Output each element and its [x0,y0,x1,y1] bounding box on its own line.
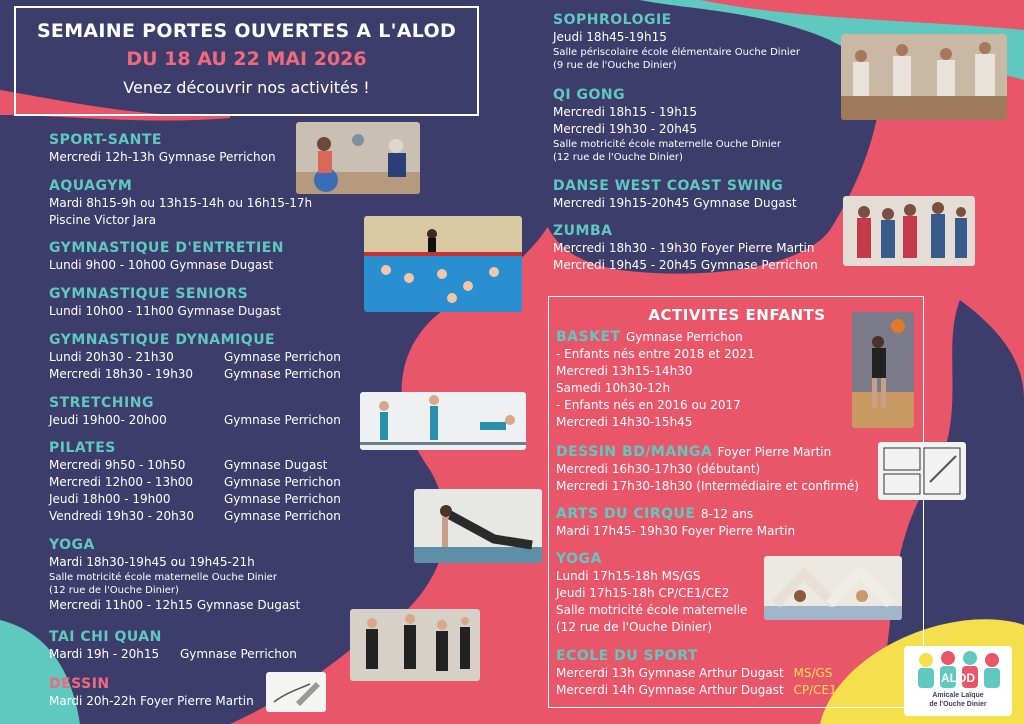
schedule-row [556,665,864,682]
schedule-row [49,366,341,383]
schedule-place: Gymnase Perrichon [224,509,341,523]
activity-place: Foyer Pierre Martin [717,445,832,459]
kids-yoga-photo [764,556,902,620]
schedule-level: MS/GS [793,666,833,680]
activity-location: Salle motricité école maternelle Ouche Dinier [553,139,781,150]
activity-address: (9 rue de l'Ouche Dinier) [553,60,677,71]
activity-line: Mercredi 16h30-17h30 (débutant) [556,462,761,476]
activity-name: ARTS DU CIRQUE [556,506,696,522]
schedule-time: Mercredi 18h30 - 19h30 [49,367,194,381]
activity-line: Mercredi 14h30-15h45 [556,415,693,429]
danse-photo [843,196,975,266]
activity-aquagym [49,177,312,229]
activity-zumba [553,222,818,274]
activity-schedule: Mardi 8h15-9h ou 13h15-14h ou 16h15-17h [49,196,313,210]
activity-name: GYMNASTIQUE DYNAMIQUE [49,332,276,348]
schedule-time: Mardi 19h - 20h15 [49,647,160,661]
activity-line: - Enfants nés en 2016 ou 2017 [556,398,741,412]
activity-gym-dynamique [49,331,341,383]
kids-yoga [556,550,747,636]
activity-schedule: Lundi 9h00 - 10h00 Gymnase Dugast [49,258,274,272]
activity-line: (12 rue de l'Ouche Dinier) [556,620,712,634]
activity-name: ZUMBA [553,223,613,239]
schedule-time: Jeudi 18h00 - 19h00 [49,492,171,506]
sport-sante-photo [296,122,420,194]
schedule-place: Gymnase Perrichon [224,475,341,489]
schedule-place: Gymnase Perrichon [224,350,341,364]
activity-line: Mardi 17h45- 19h30 Foyer Pierre Martin [556,524,796,538]
tai-chi-photo [350,609,480,681]
schedule-time: Jeudi 19h00- 20h00 [49,413,167,427]
schedule-place: Gymnase Perrichon [224,492,341,506]
sophrologie-photo [841,34,1007,120]
kids-title: ACTIVITES ENFANTS [648,306,826,324]
activity-schedule: Mercredi 12h-13h Gymnase Perrichon [49,150,276,164]
logo-letters: ALOD [941,671,975,685]
activity-name: GYMNASTIQUE SENIORS [49,286,249,302]
activity-line: Samedi 10h30-12h [556,381,671,395]
activity-pilates [49,439,341,525]
activity-name: AQUAGYM [49,178,133,194]
event-dates: DU 18 AU 22 MAI 2026 [126,48,367,70]
activity-line: Mercredi 13h15-14h30 [556,364,693,378]
schedule-time: Lundi 20h30 - 21h30 [49,350,174,364]
kids-basket [556,328,755,431]
schedule-row [49,349,341,366]
activity-schedule: Mercredi 19h15-20h45 Gymnase Dugast [553,196,797,210]
activity-name: YOGA [49,537,95,553]
activity-qi-gong [553,86,781,164]
aquagym-photo [364,216,522,312]
schedule-row [556,682,864,699]
activity-line: Jeudi 17h15-18h CP/CE1/CE2 [556,586,730,600]
activity-yoga [49,536,300,614]
activity-name: SPORT-SANTE [49,132,162,148]
stretching-photo [360,392,526,450]
logo-line1: Amicale Laïque [932,692,984,699]
activity-stretching [49,394,341,429]
activity-location: Salle motricité école maternelle Ouche Dinier [49,572,277,583]
activity-name: YOGA [556,551,602,567]
activity-gym-entretien [49,239,284,274]
activity-name: TAI CHI QUAN [49,629,162,645]
schedule-place: Gymnase Perrichon [224,413,341,427]
schedule-row [49,474,341,491]
dessin-photo [266,672,326,712]
alod-logo [904,646,1012,716]
activity-schedule: Lundi 10h00 - 11h00 Gymnase Dugast [49,304,281,318]
activity-address: (12 rue de l'Ouche Dinier) [49,585,179,596]
schedule-level: CP/CE1/CE2 [793,683,865,697]
activity-gym-seniors [49,285,281,320]
schedule-row [49,412,341,429]
activity-name: STRETCHING [49,395,154,411]
activity-name: QI GONG [553,87,626,103]
page-title: SEMAINE PORTES OUVERTES A L'ALOD [36,20,457,42]
activity-schedule: Mardi 20h-22h Foyer Pierre Martin [49,694,254,708]
activity-schedule: Mercredi 18h15 - 19h15 [553,105,698,119]
activity-name: PILATES [49,440,116,456]
schedule-time: Mercredi 9h50 - 10h50 [49,458,186,472]
activity-line: - Enfants nés entre 2018 et 2021 [556,347,755,361]
activity-sport-sante [49,131,276,166]
title-box [14,6,479,116]
schedule-place: Gymnase Perrichon [180,647,297,661]
schedule-row [49,646,297,663]
logo-figures-icon [904,648,1012,692]
activity-danse [553,177,797,212]
activity-age: 8-12 ans [700,507,754,521]
activity-address: (12 rue de l'Ouche Dinier) [553,152,683,163]
schedule-text: Mercerdi 13h Gymnase Arthur Dugast [556,666,784,680]
schedule-row [49,508,341,525]
activity-line: Mercredi 17h30-18h30 (Intermédiaire et confirmé) [556,479,859,493]
activity-name: GYMNASTIQUE D'ENTRETIEN [49,240,284,256]
schedule-time: Vendredi 19h30 - 20h30 [49,509,194,523]
activity-name: SOPHROLOGIE [553,12,672,28]
tagline: Venez découvrir nos activités ! [123,78,370,97]
schedule-row [49,491,341,508]
basket-photo [852,312,914,428]
activity-name: DESSIN BD/MANGA [556,444,713,460]
activity-name: ECOLE DU SPORT [556,648,698,664]
activity-name: BASKET [556,329,621,345]
activity-line: Lundi 17h15-18h MS/GS [556,569,701,583]
activity-schedule: Mercredi 18h30 - 19h30 Foyer Pierre Martin [553,241,815,255]
activity-dessin [49,675,254,710]
schedule-place: Gymnase Perrichon [224,367,341,381]
activity-line: Salle motricité école maternelle [556,603,748,617]
activity-place: Gymnase Perrichon [625,330,743,344]
activity-schedule: Mercredi 19h45 - 20h45 Gymnase Perrichon [553,258,818,272]
schedule-row [49,457,341,474]
activity-schedule: Mardi 18h30-19h45 ou 19h45-21h [49,555,255,569]
pilates-photo [414,489,542,563]
activity-name: DANSE WEST COAST SWING [553,178,784,194]
activity-sophrologie [553,11,800,72]
activity-schedule: Mercredi 19h30 - 20h45 [553,122,698,136]
logo-line2: de l'Ouche Dinier [929,701,987,708]
activity-location: Salle périscolaire école élémentaire Ouche Dinier [553,47,800,58]
schedule-place: Gymnase Dugast [224,458,328,472]
activity-name: DESSIN [49,676,110,692]
schedule-text: Mercerdi 14h Gymnase Arthur Dugast [556,683,784,697]
activity-schedule: Mercredi 11h00 - 12h15 Gymnase Dugast [49,598,301,612]
manga-photo [878,442,966,500]
kids-cirque [556,505,795,540]
kids-dessin-bd [556,443,859,495]
schedule-time: Mercredi 12h00 - 13h00 [49,475,194,489]
activity-tai-chi [49,628,297,663]
activity-location: Piscine Victor Jara [49,213,157,227]
kids-ecole-sport [556,647,864,699]
activity-schedule: Jeudi 18h45-19h15 [553,30,667,44]
